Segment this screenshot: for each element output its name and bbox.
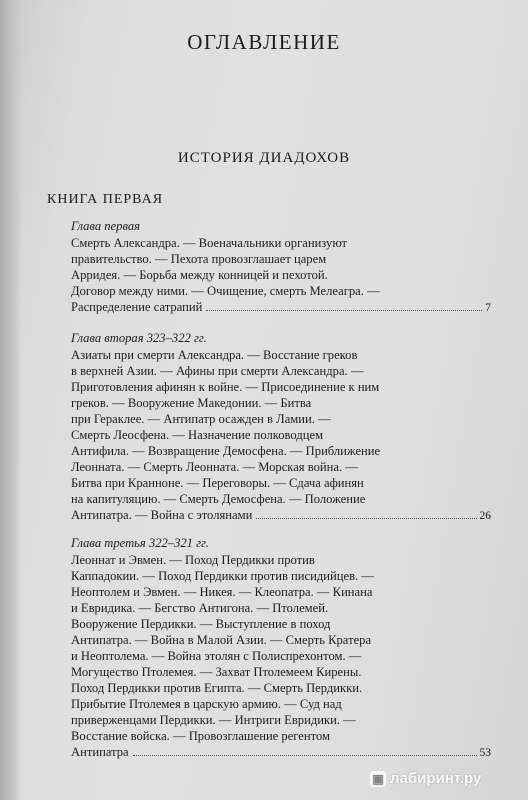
toc-line: при Гераклее. — Антипатр осажден в Ламии. — (71, 412, 331, 426)
toc-line: и Неоптолема. — Война этолян с Полиспрехонтом. — (71, 649, 362, 663)
toc-line: в верхней Азии. — Афины при смерти Александра. — (71, 364, 364, 378)
toc-line: Антипатра (71, 745, 129, 759)
toc-line: на капитуляцию. — Смерть Демосфена. — Положение (71, 492, 366, 506)
watermark-text: лабиринт.ру (390, 770, 482, 787)
toc-line: Антифила. — Возвращение Демосфена. — Приближение (71, 444, 381, 458)
toc-line: Азиаты при смерти Александра. — Восстание греков (71, 348, 358, 362)
toc-line: Смерть Леосфена. — Назначение полководцем (71, 428, 324, 442)
toc-line: Неоптолем и Эвмен. — Никея. — Клеопатра. — Кинана (71, 585, 373, 599)
toc-line: Леонната. — Смерть Леонната. — Морская война. — (71, 460, 358, 474)
page-number: 7 (485, 302, 491, 314)
chapter-entry-2 (71, 330, 491, 523)
toc-line: Договор между ними. — Очищение, смерть Мелеагра. — (71, 284, 380, 298)
toc-last-line (71, 299, 491, 315)
toc-line: Поход Пердикки против Египта. — Смерть Пердикки. (71, 681, 363, 695)
dot-leader (256, 517, 476, 519)
toc-line: Антипатра. — Война с этолянами (71, 508, 253, 522)
section-title: ИСТОРИЯ ДИАДОХОВ (177, 150, 351, 166)
toc-line: Распределение сатрапий (71, 300, 203, 314)
toc-line: Арридея. — Борьба между конницей и пехотой. (71, 268, 328, 282)
page-number: 53 (479, 747, 491, 759)
toc-line: Могущество Птолемея. — Захват Птолемеем Кирены. (71, 665, 362, 679)
dot-leader (206, 309, 482, 311)
toc-line: Вооружение Пердикки. — Выступление в поход (71, 617, 331, 631)
toc-last-line (71, 507, 491, 523)
toc-line: Восстание войска. — Провозглашение регентом (71, 729, 331, 743)
toc-line: правительство. — Пехота провозглашает царем (71, 252, 327, 266)
chapter-entry-1 (71, 218, 491, 315)
toc-line: Битва при Кранноне. — Переговоры. — Сдача афинян (71, 476, 364, 490)
toc-line: Каппадокии. — Поход Пердикки против писидийцев. — (71, 569, 374, 583)
spine-shadow (0, 0, 22, 800)
dot-leader (133, 754, 477, 756)
toc-line: Приготовления афинян к войне. — Присоединение к ним (71, 380, 380, 394)
watermark (370, 770, 481, 787)
page-number: 26 (479, 510, 491, 522)
chapter-heading: Глава вторая 323–322 гг. (71, 331, 207, 345)
book-heading: КНИГА ПЕРВАЯ (47, 192, 164, 207)
toc-line: Смерть Александра. — Военачальники организуют (71, 236, 348, 250)
toc-line: Леоннат и Эвмен. — Поход Пердикки против (71, 553, 315, 567)
chapter-heading: Глава третья 322–321 гг. (71, 536, 209, 550)
chapter-heading: Глава первая (71, 219, 140, 233)
toc-line: греков. — Вооружение Македонии. — Битва (71, 396, 312, 410)
toc-line: и Евридика. — Бегство Антигона. — Птолемей. (71, 601, 329, 615)
toc-last-line (71, 744, 491, 760)
labyrinth-logo-icon: ▣ (370, 771, 386, 787)
toc-line: Антипатра. — Война в Малой Азии. — Смерть Кратера (71, 633, 372, 647)
page-title: ОГЛАВЛЕНИЕ (187, 30, 341, 54)
toc-line: Прибытие Птолемея в царскую армию. — Суд над (71, 697, 342, 711)
toc-line: приверженцами Пердикки. — Интриги Евридики. — (71, 713, 356, 727)
chapter-entry-3 (71, 535, 491, 760)
